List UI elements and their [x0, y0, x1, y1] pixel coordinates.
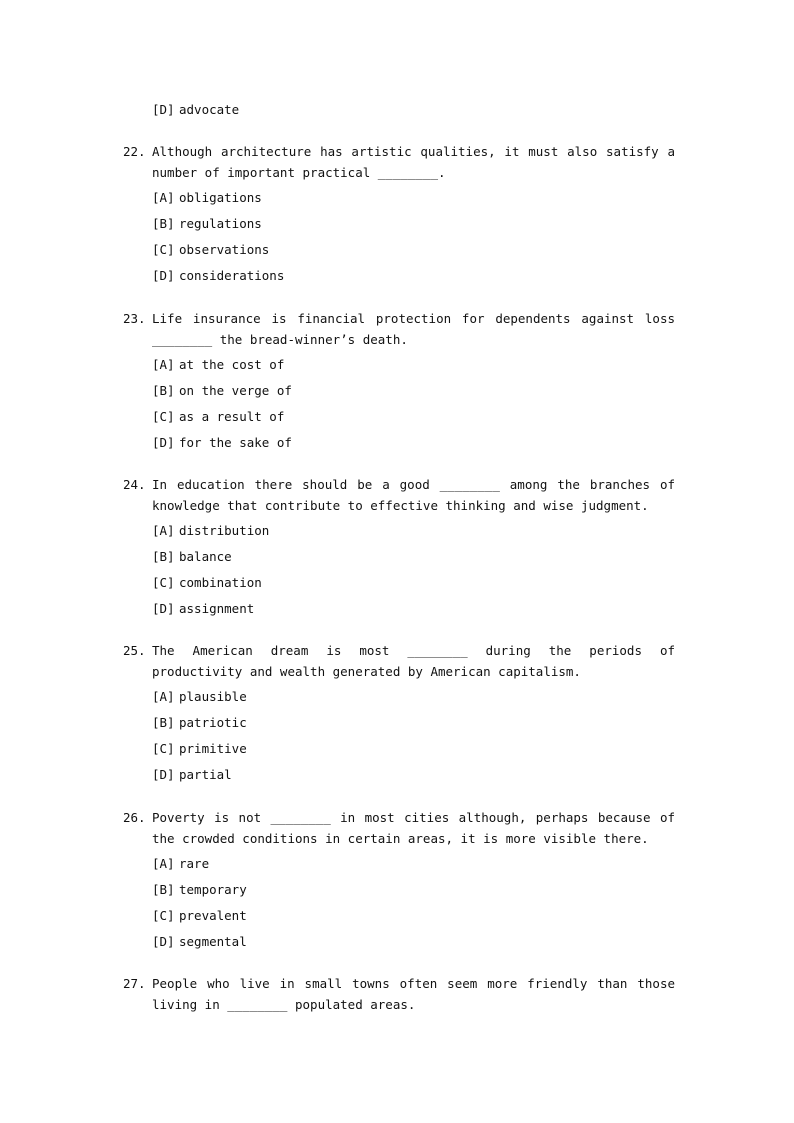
option-letter: [C] [152, 908, 175, 923]
question-number: 25. [123, 643, 146, 658]
option-c [152, 906, 675, 926]
option-b [152, 214, 675, 234]
option-text: assignment [179, 601, 255, 616]
option-b [152, 713, 675, 733]
option-b [152, 381, 675, 401]
option-letter: [C] [152, 575, 175, 590]
option-text: considerations [179, 268, 285, 283]
option-letter: [D] [152, 601, 175, 616]
option-a [152, 687, 675, 707]
option-b [152, 880, 675, 900]
option-letter: [D] [152, 435, 175, 450]
option-text: temporary [179, 882, 247, 897]
option-text: combination [179, 575, 262, 590]
option-letter: [A] [152, 190, 175, 205]
option-b [152, 547, 675, 567]
option-text: prevalent [179, 908, 247, 923]
option-text: patriotic [179, 715, 247, 730]
question-stem: In education there should be a good ________ among the branches of knowledge that contribute to effective thinking and wise judgment. [152, 477, 675, 513]
option-text: plausible [179, 689, 247, 704]
option-list [152, 188, 675, 286]
option-text: advocate [179, 102, 240, 117]
option-letter: [D] [152, 102, 175, 117]
option-text: segmental [179, 934, 247, 949]
option-text: on the verge of [179, 383, 292, 398]
option-letter: [C] [152, 242, 175, 257]
option-list [152, 687, 675, 785]
option-letter: [B] [152, 549, 175, 564]
option-c [152, 407, 675, 427]
option-text: observations [179, 242, 270, 257]
option-letter: [B] [152, 383, 175, 398]
question-26 [123, 807, 675, 958]
option-a [152, 355, 675, 375]
option-text: balance [179, 549, 232, 564]
option-d [152, 433, 675, 453]
option-c [152, 573, 675, 593]
option-letter: [B] [152, 216, 175, 231]
option-text: for the sake of [179, 435, 292, 450]
question-22 [123, 141, 675, 292]
option-d [152, 765, 675, 785]
option-letter: [C] [152, 741, 175, 756]
option-c [152, 739, 675, 759]
option-letter: [A] [152, 856, 175, 871]
question-stem: The American dream is most ________ during the periods of productivity and wealth generated by American capitalism. [152, 643, 675, 679]
option-letter: [D] [152, 767, 175, 782]
option-text: partial [179, 767, 232, 782]
question-23 [123, 308, 675, 459]
question-stem: Although architecture has artistic qualities, it must also satisfy a number of important practical ________. [152, 144, 675, 180]
carryover-option [152, 100, 239, 120]
question-number: 22. [123, 144, 146, 159]
question-stem: Poverty is not ________ in most cities although, perhaps because of the crowded conditions in certain areas, it is more visible there. [152, 810, 675, 846]
option-text: obligations [179, 190, 262, 205]
question-27 [123, 973, 675, 1015]
question-25 [123, 640, 675, 791]
option-letter: [A] [152, 689, 175, 704]
option-c [152, 240, 675, 260]
option-a [152, 854, 675, 874]
option-d [152, 266, 675, 286]
question-24 [123, 474, 675, 625]
question-number: 23. [123, 311, 146, 326]
option-d [152, 599, 675, 619]
option-text: primitive [179, 741, 247, 756]
option-letter: [B] [152, 882, 175, 897]
option-letter: [A] [152, 357, 175, 372]
option-text: distribution [179, 523, 270, 538]
option-letter: [B] [152, 715, 175, 730]
question-number: 24. [123, 477, 146, 492]
option-list [152, 355, 675, 453]
option-letter: [A] [152, 523, 175, 538]
option-list [152, 854, 675, 952]
option-text: as a result of [179, 409, 285, 424]
option-text: at the cost of [179, 357, 285, 372]
option-a [152, 521, 675, 541]
question-stem: People who live in small towns often seem more friendly than those living in ________ populated areas. [152, 976, 675, 1012]
option-a [152, 188, 675, 208]
option-letter: [D] [152, 268, 175, 283]
question-stem: Life insurance is financial protection for dependents against loss ________ the bread-winner’s death. [152, 311, 675, 347]
option-letter: [C] [152, 409, 175, 424]
option-text: regulations [179, 216, 262, 231]
question-number: 27. [123, 976, 146, 991]
option-d [152, 932, 675, 952]
option-letter: [D] [152, 934, 175, 949]
question-number: 26. [123, 810, 146, 825]
option-list [152, 521, 675, 619]
option-text: rare [179, 856, 210, 871]
